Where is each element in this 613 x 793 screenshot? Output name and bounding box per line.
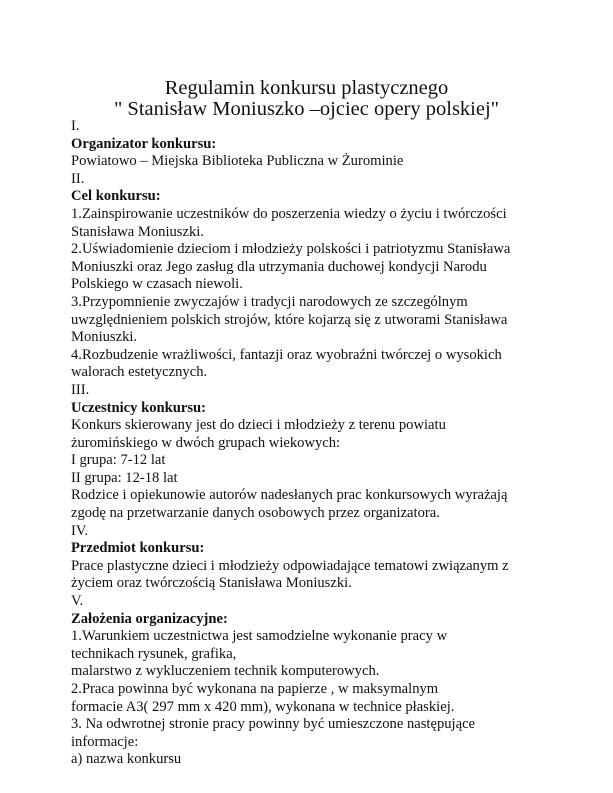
text-line: 2.Praca powinna być wykonana na papierze , w maksymalnym xyxy=(71,681,439,697)
text-line: Stanisława Moniuszki. xyxy=(71,223,204,240)
text-line: Polskiego w czasach niewoli. xyxy=(71,276,243,293)
document-title-line-2: " Stanisław Moniuszko –ojciec opery polskiej" xyxy=(113,98,500,120)
text-line: żuromińskiego w dwóch grupach wiekowych: xyxy=(71,434,341,451)
text-line: informacje: xyxy=(71,733,139,750)
document-body xyxy=(71,118,591,769)
text-line: Moniuszki. xyxy=(71,329,138,346)
text-line: technikach rysunek, grafika, xyxy=(71,645,237,662)
text-line: II grupa: 12-18 lat xyxy=(71,469,178,486)
section-heading: Przedmiot konkursu: xyxy=(71,540,205,557)
section-heading: Uczestnicy konkursu: xyxy=(71,399,206,416)
section-heading: Organizator konkursu: xyxy=(71,135,217,152)
text-line: I grupa: 7-12 lat xyxy=(71,452,166,469)
text-line: 1.Warunkiem uczestnictwa jest samodzielne wykonanie pracy w xyxy=(71,628,448,645)
text-line: I. xyxy=(71,118,80,134)
text-line: życiem oraz twórczością Stanisława Moniuszki. xyxy=(71,575,352,592)
text-line: Moniuszki oraz Jego zasług dla utrzymania duchowej kondycji Narodu xyxy=(71,258,487,275)
text-line: uwzględnieniem polskich strojów, które kojarzą się z utworami Stanisława xyxy=(71,311,508,328)
text-line: II. xyxy=(71,170,85,187)
text-line: Prace plastyczne dzieci i młodzieży odpowiadające tematowi związanym z xyxy=(71,557,509,574)
text-line: 4.Rozbudzenie wrażliwości, fantazji oraz wyobraźni twórczej o wysokich xyxy=(71,346,502,363)
text-line: V. xyxy=(71,593,84,610)
text-line: 3.Przypomnienie zwyczajów i tradycji narodowych ze szczególnym xyxy=(71,293,468,310)
section-heading: Cel konkursu: xyxy=(71,188,161,205)
section-heading: Założenia organizacyjne: xyxy=(71,610,228,627)
text-line: 2.Uświadomienie dzieciom i młodzieży polskości i patriotyzmu Stanisława xyxy=(71,241,511,258)
text-line: 1.Zainspirowanie uczestników do poszerzenia wiedzy o życiu i twórczości xyxy=(71,205,507,222)
text-line: zgodę na przetwarzanie danych osobowych przez organizatora. xyxy=(71,505,440,522)
text-line: formacie A3( 297 mm x 420 mm), wykonana w technice płaskiej. xyxy=(71,698,455,715)
text-line: walorach estetycznych. xyxy=(71,364,208,381)
text-line: III. xyxy=(71,381,90,398)
document-title-line-1: Regulamin konkursu plastycznego xyxy=(164,77,449,99)
text-line: IV. xyxy=(71,522,89,539)
text-line: Konkurs skierowany jest do dzieci i młodzieży z terenu powiatu xyxy=(71,417,446,434)
text-line: Rodzice i opiekunowie autorów nadesłanych prac konkursowych wyrażają xyxy=(71,487,508,504)
text-line: Powiatowo – Miejska Biblioteka Publiczna w Żurominie xyxy=(71,153,404,170)
text-line: malarstwo z wykluczeniem technik komputerowych. xyxy=(71,663,380,680)
text-line: a) nazwa konkursu xyxy=(71,751,182,768)
text-line: 3. Na odwrotnej stronie pracy powinny być umieszczone następujące xyxy=(71,716,476,733)
